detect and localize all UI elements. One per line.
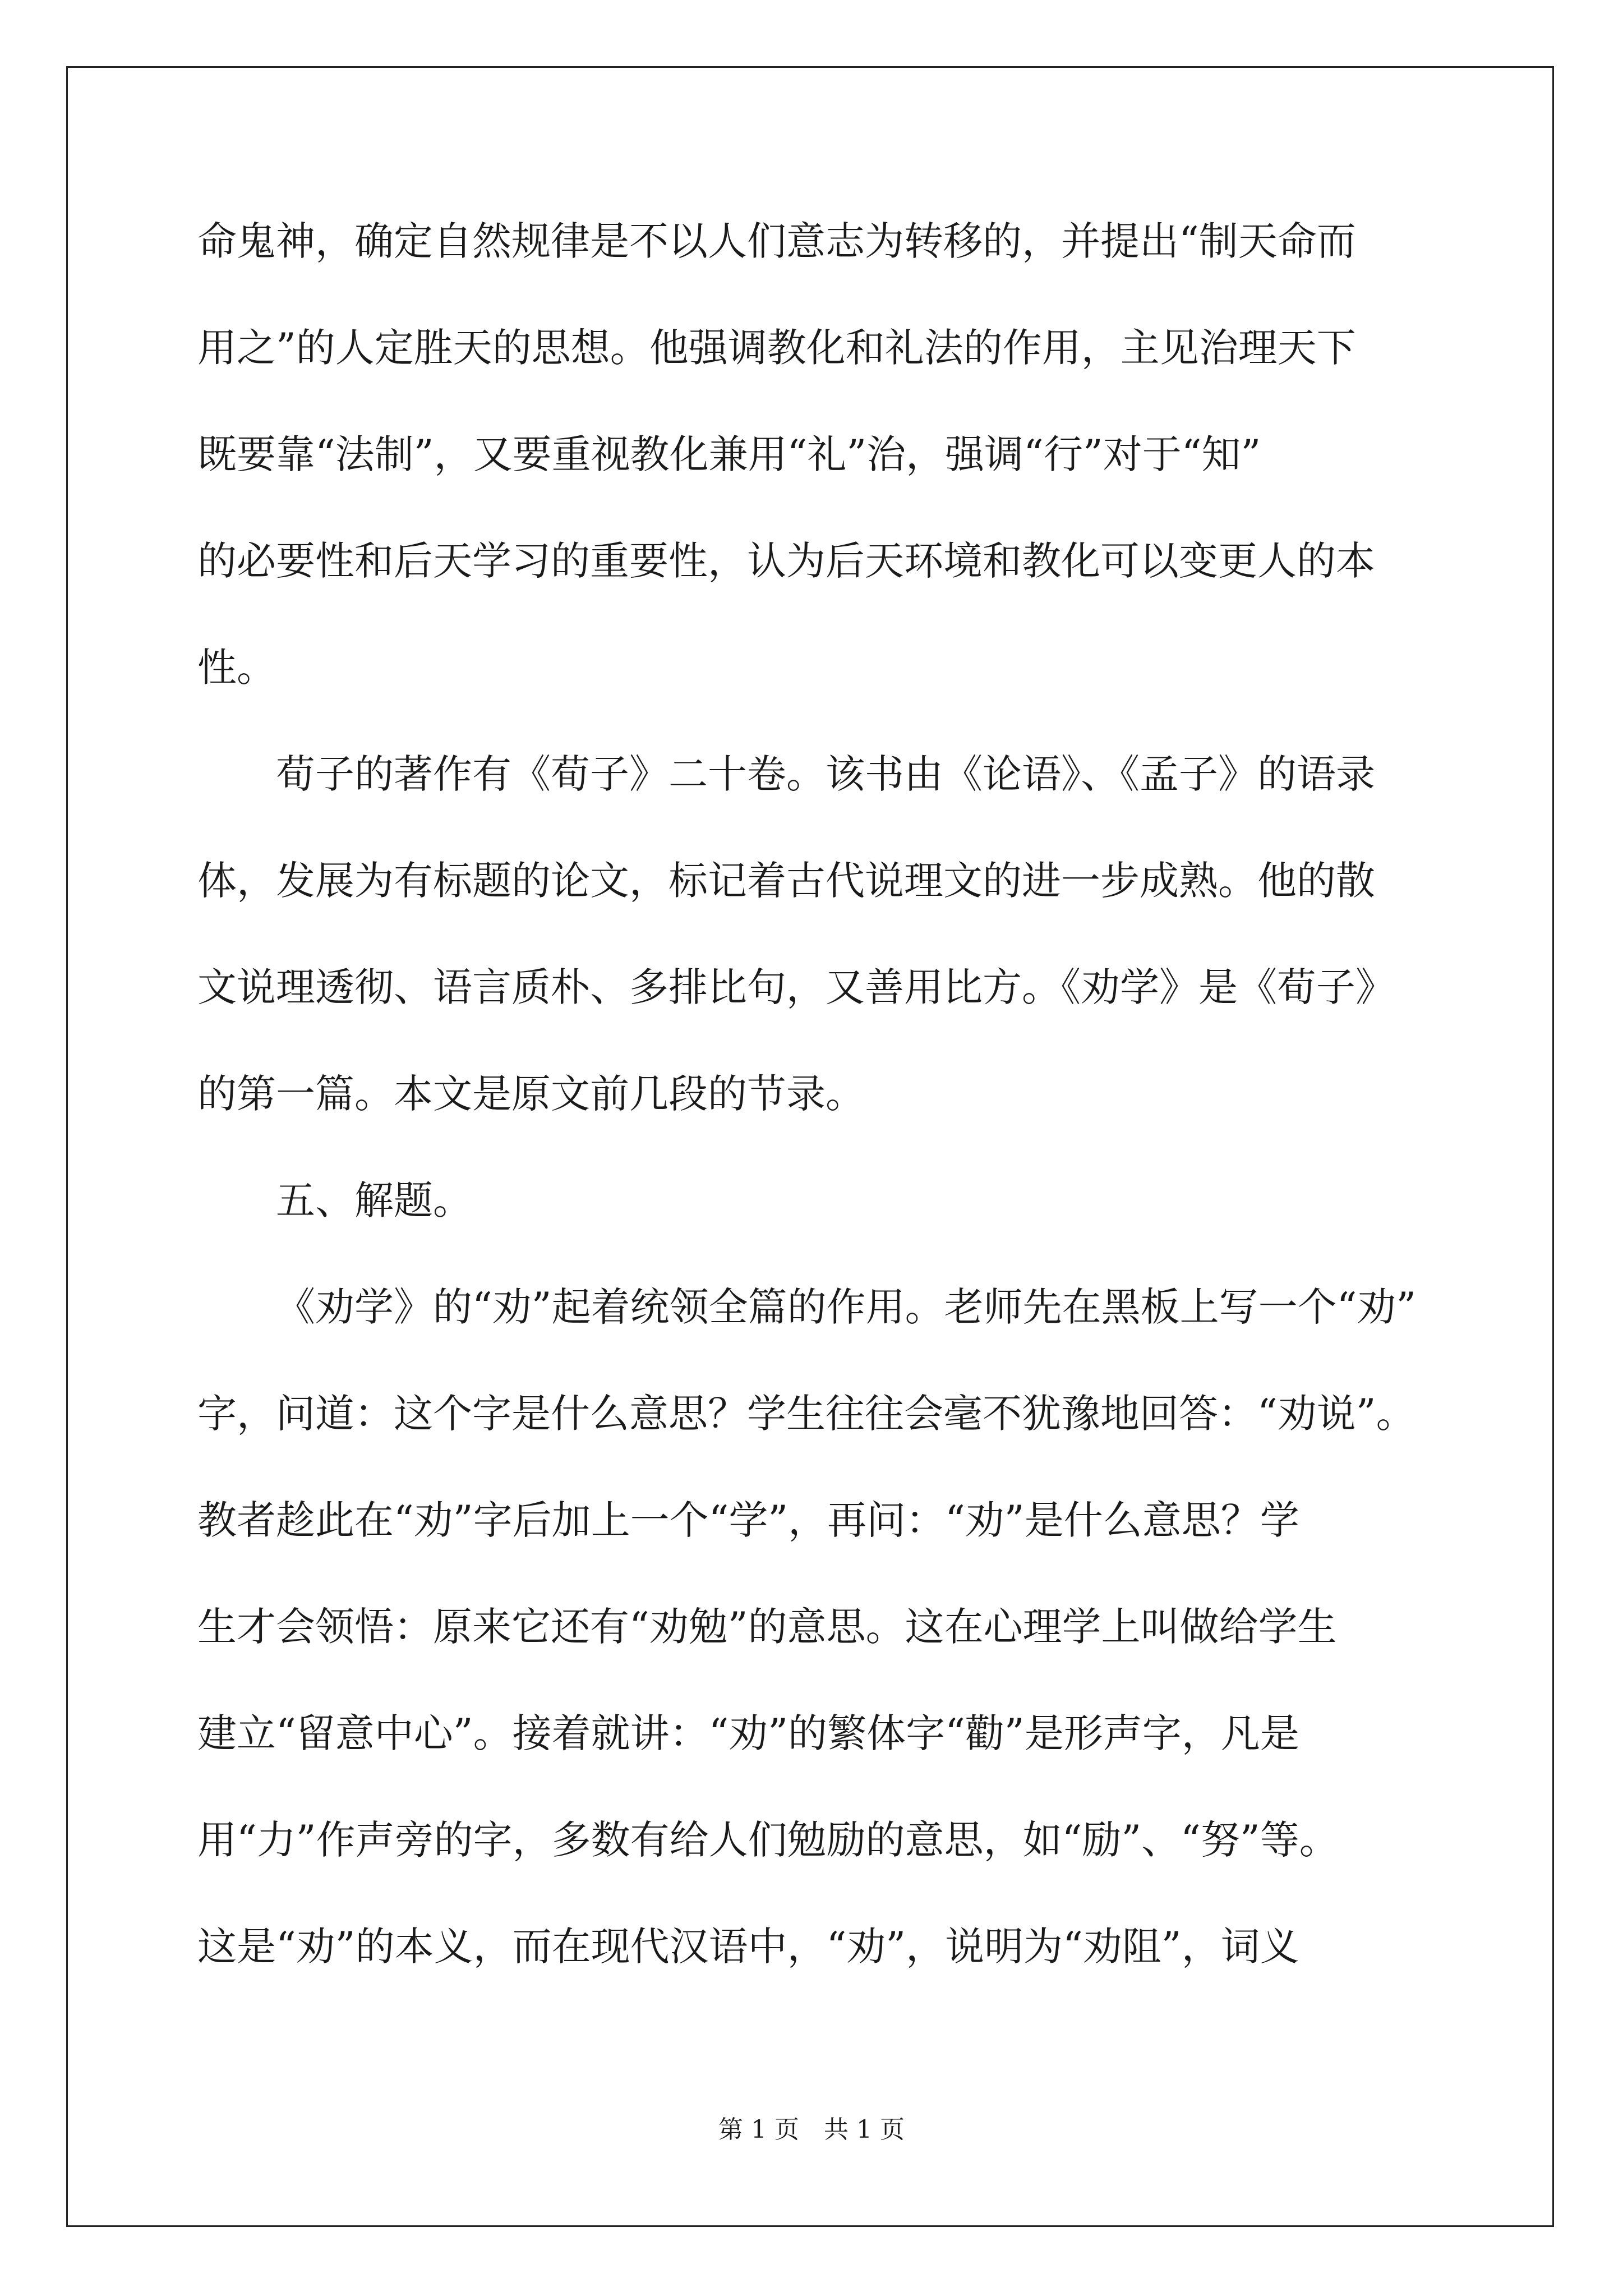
text-line: 生才会领悟：原来它还有“劝勉”的意思。这在心理学上叫做给学生 [197,1604,1337,1650]
section-heading: 五、解题。 [276,1177,472,1223]
paragraph-start-line: 《劝学》的“劝”起着统领全篇的作用。老师先在黑板上写一个“劝” [276,1284,1417,1330]
text-line: 建立“留意中心”。接着就讲：“劝”的繁体字“勸”是形声字，凡是 [197,1710,1299,1756]
text-line: 这是“劝”的本义，而在现代汉语中，“劝”，说明为“劝阻”，词义 [197,1924,1299,1970]
text-line: 教者趁此在“劝”字后加上一个“学”，再问：“劝”是什么意思？学 [197,1497,1299,1543]
paragraph-start-line: 荀子的著作有《荀子》二十卷。该书由《论语》、《孟子》的语录 [276,751,1375,797]
text-line: 用之”的人定胜天的思想。他强调教化和礼法的作用，主见治理天下 [197,325,1356,371]
text-line: 字，问道：这个字是什么意思？学生往往会毫不犹豫地回答：“劝说”。 [197,1391,1415,1437]
text-line: 文说理透彻、语言质朴、多排比句，又善用比方。《劝学》是《荀子》 [197,964,1395,1010]
text-line: 用“力”作声旁的字，多数有给人们勉励的意思，如“励”、“努”等。 [197,1817,1339,1863]
page-number-footer: 第 1 页 共 1 页 [718,2115,905,2144]
text-line: 的第一篇。本文是原文前几段的节录。 [197,1071,865,1117]
text-line: 命鬼神，确定自然规律是不以人们意志为转移的，并提出“制天命而 [197,218,1356,264]
text-line: 性。 [197,645,276,691]
text-line: 既要靠“法制”，又要重视教化兼用“礼”治，强调“行”对于“知” [197,431,1261,477]
text-line: 体，发展为有标题的论文，标记着古代说理文的进一步成熟。他的散 [197,858,1375,904]
text-line: 的必要性和后天学习的重要性，认为后天环境和教化可以变更人的本 [197,538,1375,584]
document-body [197,218,1498,2033]
